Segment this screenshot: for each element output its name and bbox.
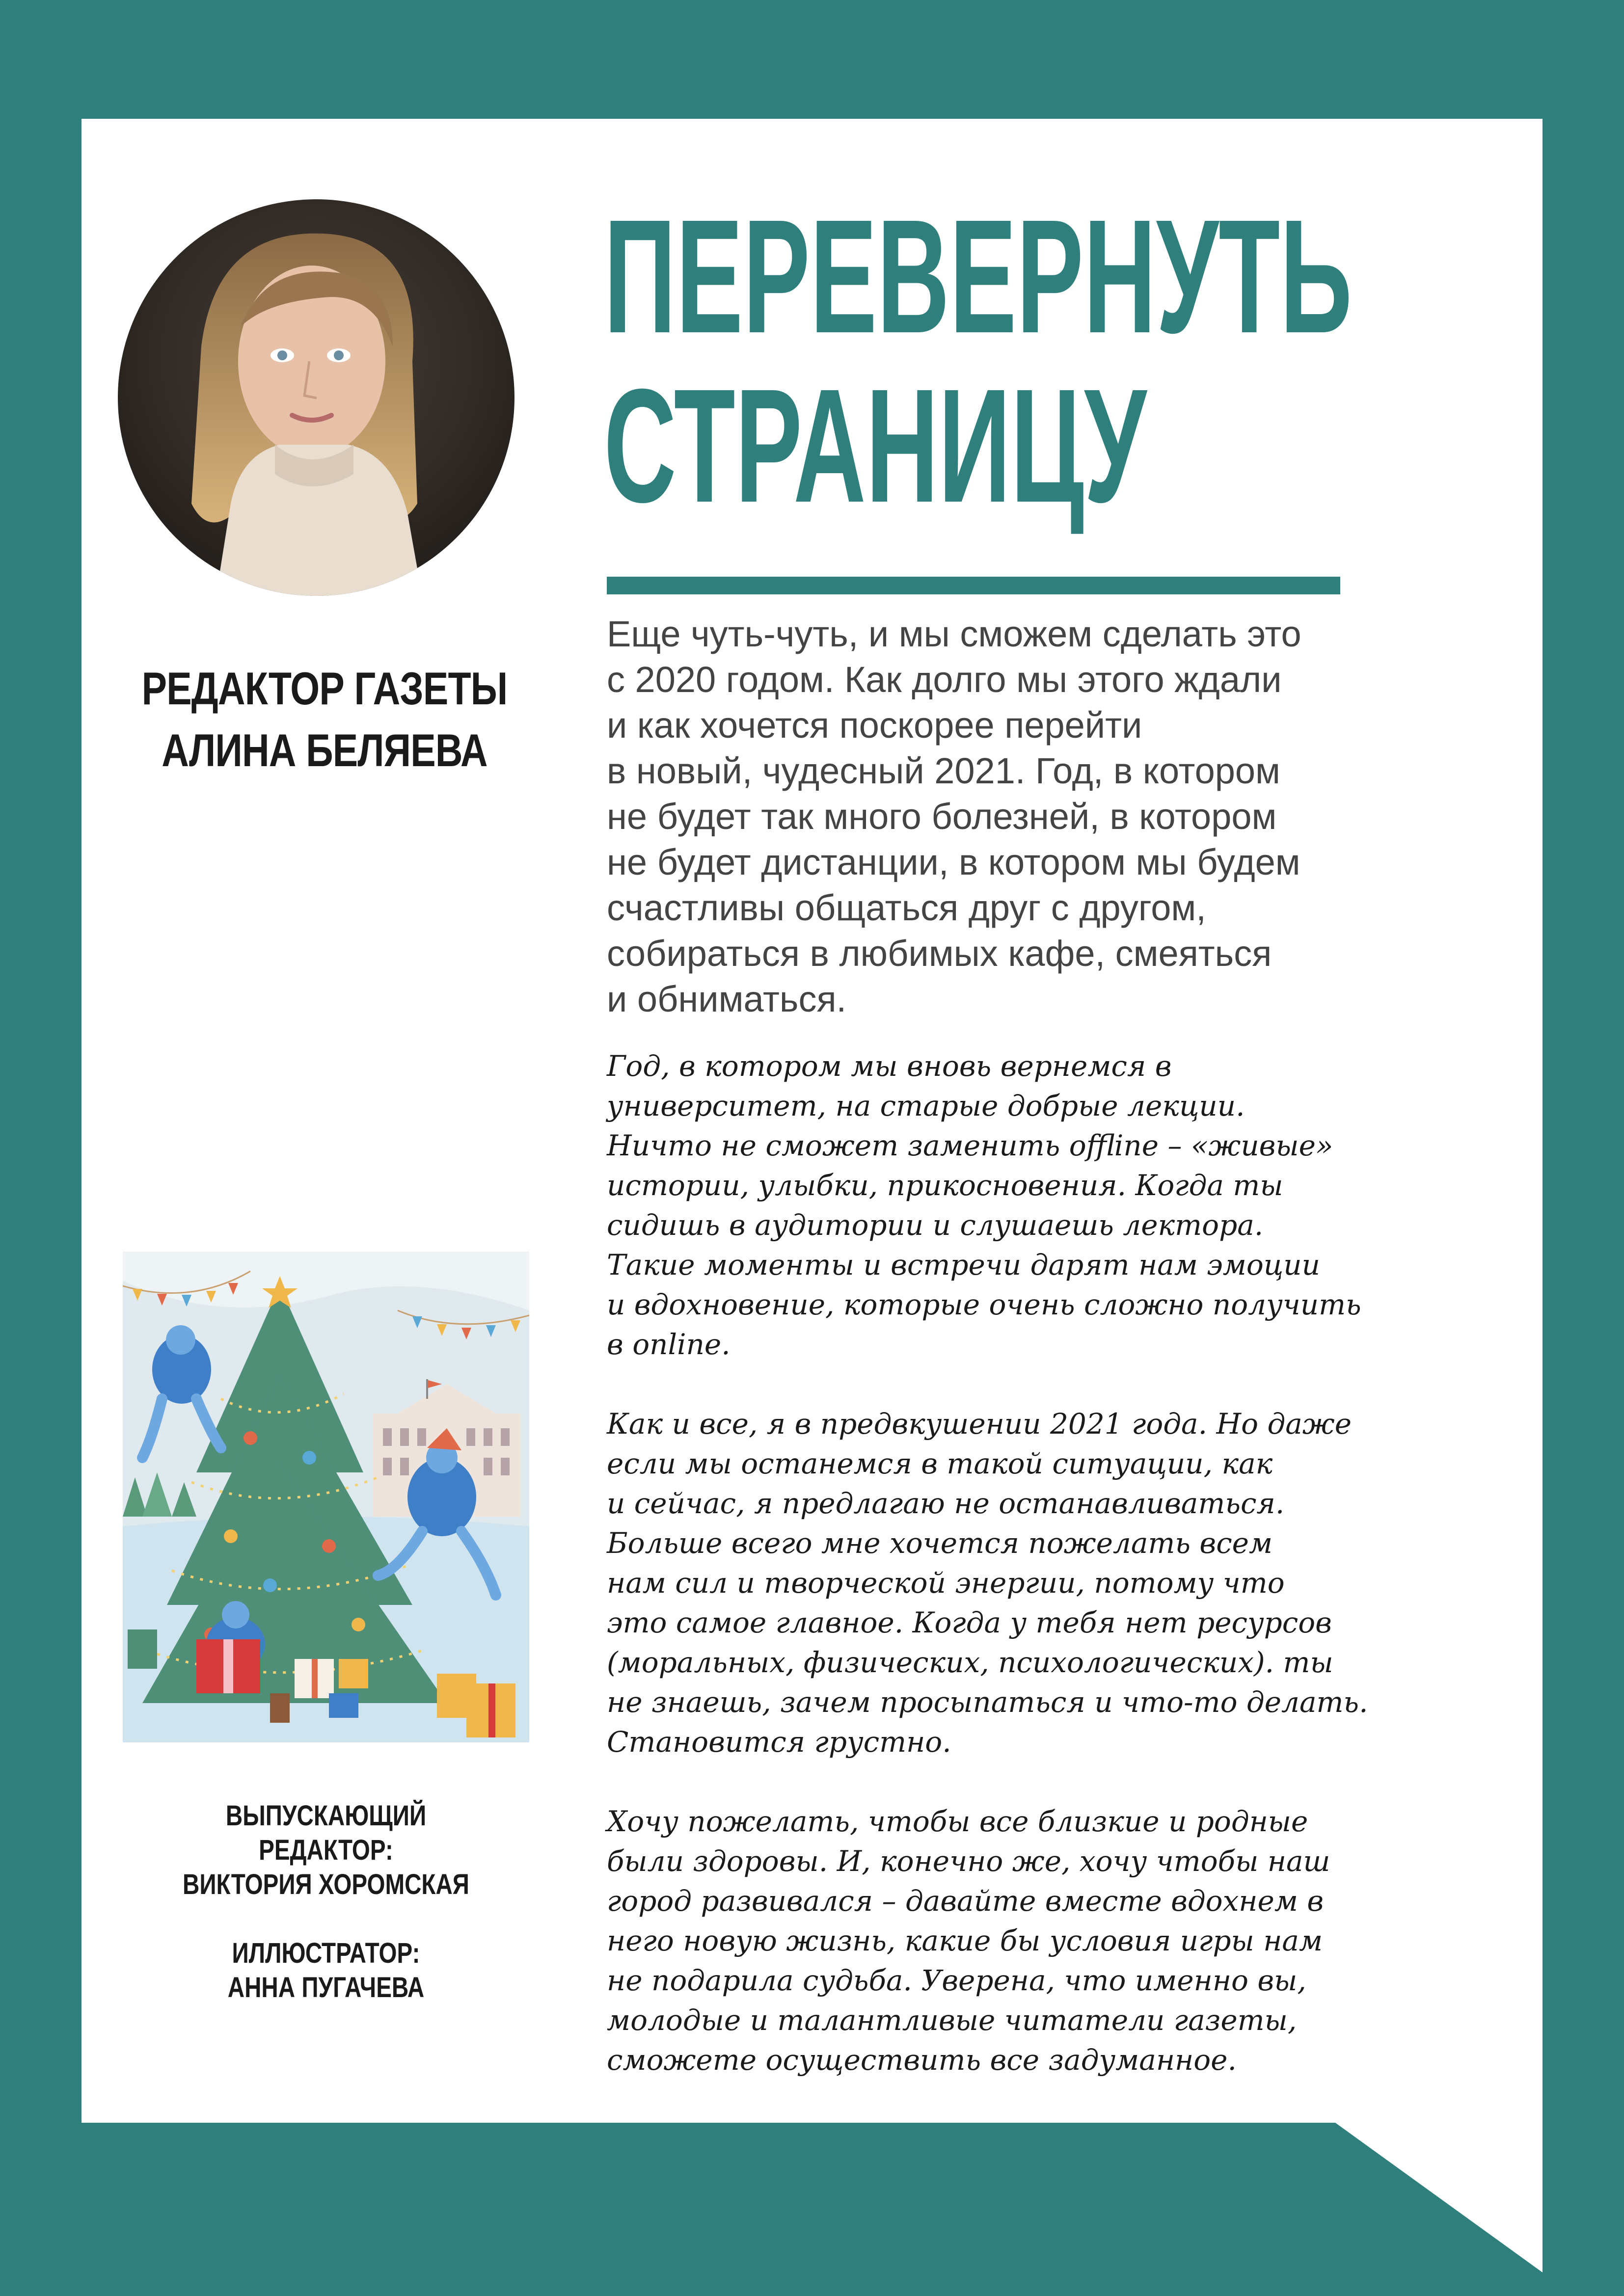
body-line: были здоровы. И, конечно же, хочу чтобы наш <box>607 1844 1330 1878</box>
body-line: сидишь в аудитории и слушаешь лектора. <box>607 1208 1264 1242</box>
body-line: и сейчас, я предлагаю не останавливаться. <box>607 1487 1285 1520</box>
body-line: не знаешь, зачем просыпаться и что-то делать. <box>607 1685 1368 1719</box>
lead-line: Еще чуть-чуть, и мы сможем сделать это <box>607 614 1301 654</box>
illustrator-name: АННА ПУГАЧЕВА <box>227 1972 425 2003</box>
body-line: и вдохновение, которые очень сложно получить <box>607 1288 1361 1321</box>
body-line: город развивался – давайте вместе вдохнем в <box>607 1884 1324 1918</box>
issuing-editor-name: ВИКТОРИЯ ХОРОМСКАЯ <box>182 1869 469 1900</box>
body-line: Становится грустно. <box>607 1725 951 1759</box>
lead-line: не будет дистанции, в котором мы будем <box>607 842 1300 882</box>
body-line: если мы останемся в такой ситуации, как <box>607 1447 1273 1480</box>
editor-portrait <box>118 199 514 596</box>
body-line: Хочу пожелать, чтобы все близкие и родные <box>607 1805 1308 1838</box>
body-line: Такие моменты и встречи дарят нам эмоции <box>607 1248 1320 1281</box>
article-body <box>607 1046 1368 2120</box>
issuing-editor-label: ВЫПУСКАЮЩИЙ РЕДАКТОР: <box>225 1800 427 1866</box>
paragraph <box>607 1046 1363 1364</box>
lead-paragraph <box>607 611 1363 1022</box>
lead-line: собираться в любимых кафе, смеяться <box>607 933 1272 974</box>
body-line: Ничто не сможет заменить offline – «живые» <box>607 1129 1333 1162</box>
editor-name: АЛИНА БЕЛЯЕВА <box>162 724 487 776</box>
page-title <box>604 186 1353 536</box>
headline-line: ПЕРЕВЕРНУТЬ <box>604 186 1353 367</box>
body-line: Больше всего мне хочется пожелать всем <box>607 1526 1273 1560</box>
headline-line: СТРАНИЦУ <box>604 355 1147 536</box>
body-line: молодые и талантливые читатели газеты, <box>607 2003 1297 2037</box>
lead-line: и обниматься. <box>607 979 847 1019</box>
title-divider <box>607 577 1340 594</box>
illustrator-credit <box>160 1936 493 2005</box>
credits <box>123 1799 529 2039</box>
body-line: сможете осуществить все задуманное. <box>607 2043 1237 2077</box>
body-line: Как и все, я в предвкушении 2021 года. Но даже <box>607 1407 1352 1441</box>
body-line: него новую жизнь, какие бы условия игры нам <box>607 1924 1323 1957</box>
editor-role: РЕДАКТОР ГАЗЕТЫ <box>141 663 508 714</box>
body-line: нам сил и творческой энергии, потому что <box>607 1566 1285 1600</box>
body-line: не подарила судьба. Уверена, что именно вы, <box>607 1964 1306 1997</box>
lead-line: не будет так много болезней, в котором <box>607 796 1277 837</box>
paragraph <box>607 1404 1368 1762</box>
christmas-tree-illustration-icon <box>123 1252 529 1742</box>
issuing-editor-credit <box>160 1799 493 1902</box>
editor-caption <box>125 658 524 781</box>
lead-line: счастливы общаться друг с другом, <box>607 887 1206 928</box>
portrait-photo-icon <box>118 199 514 596</box>
lead-line: с 2020 годом. Как долго мы этого ждали <box>607 659 1282 700</box>
body-line: Год, в котором мы вновь вернемся в <box>607 1049 1172 1083</box>
lead-line: в новый, чудесный 2021. Год, в котором <box>607 750 1280 791</box>
lead-line: и как хочется поскорее перейти <box>607 705 1142 746</box>
body-line: истории, улыбки, прикосновения. Когда ты <box>607 1169 1283 1202</box>
body-line: (моральных, физических, психологических). ты <box>607 1646 1333 1679</box>
paragraph <box>607 1802 1363 2080</box>
body-line: университет, на старые добрые лекции. <box>607 1089 1245 1122</box>
body-line: это самое главное. Когда у тебя нет ресурсов <box>607 1606 1332 1639</box>
body-line: в online. <box>607 1328 731 1361</box>
illustrator-label: ИЛЛЮСТРАТОР: <box>232 1937 420 1969</box>
